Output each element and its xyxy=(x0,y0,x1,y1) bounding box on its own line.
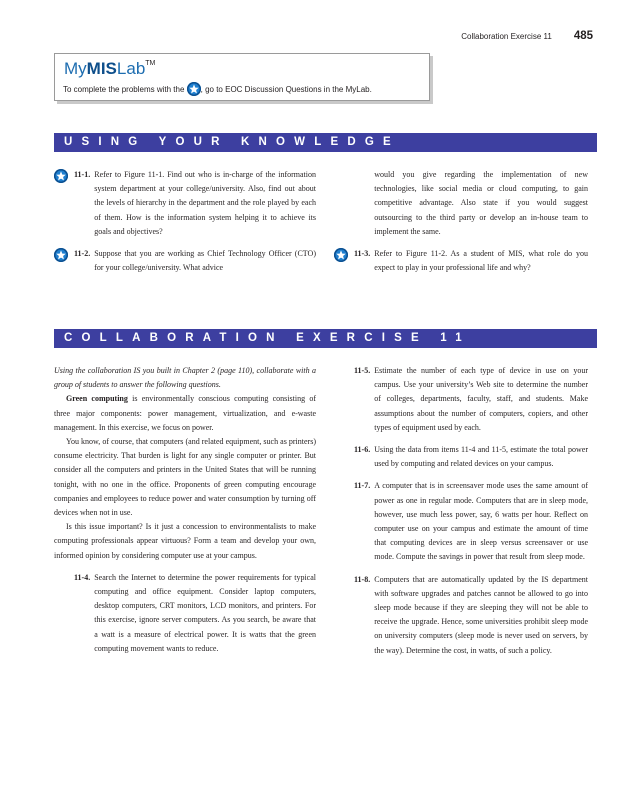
exercise-item: 11-8. Computers that are automatically updated by the IS department with software upgrades and patches cannot be allowed to go into sleep mode because if they are sleeping they will not be able to receive the upgrade. Hence, some universities prohibit sleep mode on university computers (sleep mode is never used on servers, by the way). Determine the cost, in watts, of such a policy. xyxy=(354,574,588,655)
discussion-star-icon xyxy=(54,169,68,183)
collaboration-banner xyxy=(54,329,597,348)
exercise-item: 11-4. Search the Internet to determine the power requirements for typical computing and office equipment. Consider laptop computers, desktop computers, CRT monitors, LCD monitors, and printers. For this exercise, ignore server computers. As you search, be aware that a watt is a measure of electrical power. It is watts that the green computing movement wants to reduce. xyxy=(74,572,316,653)
paragraph: Green computing is environmentally conscious computing consisting of three major components: power management, virtualization, and e-waste management. In this exercise, we focus on power. xyxy=(54,394,316,432)
paragraph: You know, of course, that computers (and related equipment, such as printers) consume electricity. That burden is light for any single computer or printer. But consider all the computers and printers in the United States that will be running tonight, with no one in the office. Proponents of green computing encourage companies and employees to reduce power and water consumption by turning off devices when not in use. xyxy=(54,437,316,518)
collaboration-right-column xyxy=(334,364,588,658)
paragraph: Is this issue important? Is it just a concession to environmentalists to make computing professionals appear virtuous? Form a team and develop your own, informed opinion by considering computer use at your campus. xyxy=(54,522,316,560)
mymislab-box xyxy=(54,53,430,101)
discussion-star-icon xyxy=(334,248,348,262)
using-knowledge-right-column xyxy=(334,168,588,275)
mymislab-logo: MyMISLab™ xyxy=(64,59,156,78)
mylab-instruction: To complete the problems with the , go to EOC Discussion Questions in the MyLab. xyxy=(63,82,372,96)
exercise-item: 11-7. A computer that is in screensaver mode uses the same amount of power as one in regular mode. Computers that are in sleep mode, however, use much less power, say, 6 watts per hour. Reflect on computer use on your campus and estimate the amount of time that computing devices are in sleep versus screensaver or use mode. Compute the savings in power that result from sleep mode. xyxy=(354,481,588,562)
discussion-star-icon xyxy=(54,248,68,262)
exercise-item: 11-6. Using the data from items 11-4 and 11-5, estimate the total power used by computing and related devices on your campus. xyxy=(354,445,588,469)
exercise-intro: Using the collaboration IS you built in Chapter 2 (page 110), collaborate with a group of students to answer the following questions. xyxy=(54,366,316,390)
running-header xyxy=(461,30,593,42)
section-heading: USING YOUR KNOWLEDGE xyxy=(64,136,400,148)
page-number: 485 xyxy=(573,30,593,42)
discussion-star-icon xyxy=(187,82,201,96)
using-knowledge-banner xyxy=(54,133,597,152)
using-knowledge-left-column xyxy=(54,168,316,275)
collaboration-left-column xyxy=(54,364,316,656)
question-item: 11-1. Refer to Figure 11-1. Find out who is in-charge of the information system department at your college/university. Also, find out about the levels of hierarchy in the department and the role played by each of them. How is the information system helping it to achieve its goals and objectives? xyxy=(54,168,316,239)
section-heading: COLLABORATION EXERCISE 11 xyxy=(64,332,471,344)
question-item: 11-2. Suppose that you are working as Chief Technology Officer (CTO) for your college/university. What advice xyxy=(54,247,316,275)
exercise-item: 11-5. Estimate the number of each type of device in use on your campus. Use your university’s Web site to determine the number of colleges, departments, faculty, staff, and students. Make assumptions about the number of computers, copiers, and other types of equipment used by each. xyxy=(354,366,588,432)
question-item: 11-3. Refer to Figure 11-2. As a student of MIS, what role do you expect to play in your professional life and why? xyxy=(334,247,588,275)
running-title: Collaboration Exercise 11 xyxy=(461,32,552,41)
question-item-continued: would you give regarding the implementation of new technologies, like social media or cloud computing, to gain competitive advantage. Also state if you would suggest outsourcing to the third party or develop an in-house team to implement the same. xyxy=(374,170,588,236)
